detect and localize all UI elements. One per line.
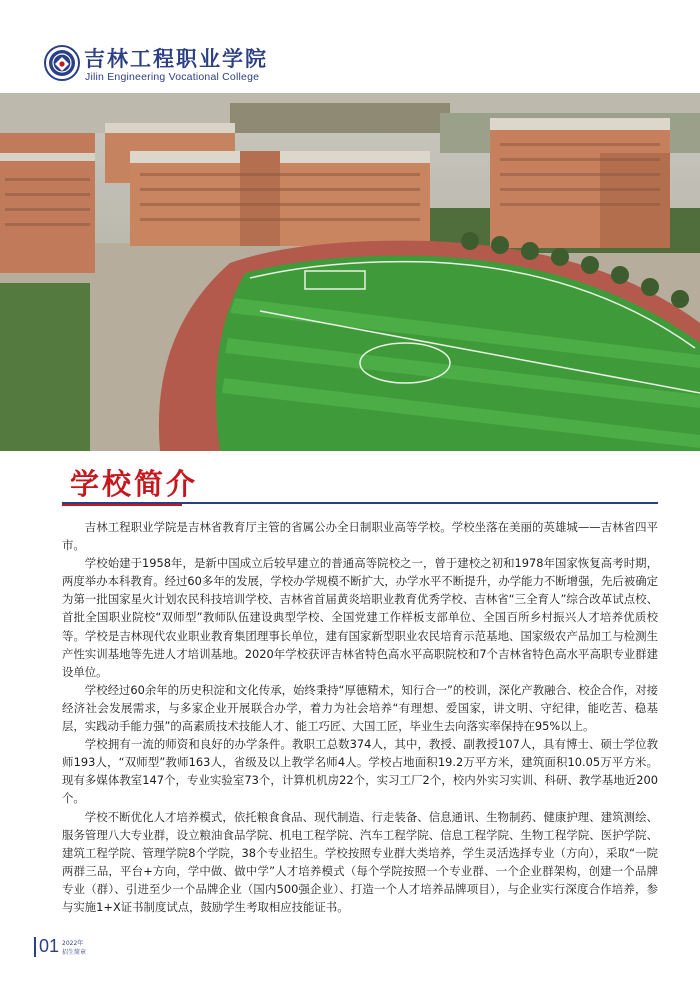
college-logo-icon bbox=[44, 45, 80, 81]
paragraph-location: 吉林工程职业学院是吉林省教育厅主管的省属公办全日制职业高等学校。学校坐落在美丽的英雄城——吉林省四平市。 bbox=[62, 520, 658, 553]
footer-accent-bar bbox=[34, 937, 36, 957]
page-number: 01 bbox=[39, 936, 60, 956]
paragraph-culture: 学校经过60余年的历史积淀和文化传承，始终秉持“厚德精术，知行合一”的校训，深化产教融合、校企合作，对接经济社会发展需求，与多家企业开展联合办学，着力为社会培养“有理想、爱国家，讲文明、守纪律，能吃苦、稳基层，实践动手能力强”的高素质技术技能人才、能工巧匠、大国工匠，毕业生去向落实率保持在95%以上。 bbox=[62, 682, 658, 734]
introduction-body bbox=[62, 518, 658, 916]
footer-caption-title: 招生简章 bbox=[62, 949, 87, 956]
college-name-cn: 吉林工程职业学院 bbox=[84, 46, 268, 71]
title-divider-red bbox=[62, 504, 182, 506]
page-header bbox=[0, 0, 700, 93]
footer-caption-year: 2022年 bbox=[62, 940, 84, 947]
campus-aerial-photo bbox=[0, 93, 700, 451]
paragraph-training-model: 学校不断优化人才培养模式，依托粮食食品、现代制造、行走装备、信息通讯、生物制药、健康护理、建筑测绘、服务管理八大专业群，设立粮油食品学院、机电工程学院、汽车工程学院、信息工程学院、生物工程学院、医护学院、建筑工程学院、管理学院8个学院，38个专业招生。学校按照专业群大类培养，学生灵活选择专业（方向），采取“一院两群三品，平台+方向，学中做、做中学”人才培养模式（每个学院按照一个专业群、一个企业群架构，创建一个品牌专业（群）、引进至少一个品牌企业（国内500强企业）、打造一个人才培养品牌项目），与企业实行深度合作培养，参与实施1+X证书制度试点，鼓励学生考取相应技能证书。 bbox=[62, 809, 658, 914]
campus-photo-illustration bbox=[0, 93, 700, 451]
paragraph-faculty-facilities: 学校拥有一流的师资和良好的办学条件。教职工总数374人，其中，教授、副教授107人，具有博士、硕士学位教师193人，“双师型”教师163人，省级及以上教学名师4人。学校占地面积19.2万平方米，建筑面积10.05万平方米。现有多媒体教室147个，专业实验室73个，计算机机房22个，实习工厂2个，校内外实习实训、科研、教学基地近200个。 bbox=[62, 737, 658, 806]
paragraph-history: 学校始建于1958年，是新中国成立后较早建立的普通高等院校之一，曾于建校之初和1978年国家恢复高考时期，两度举办本科教育。经过60多年的发展，学校办学规模不断扩大，办学水平不断提升，办学能力不断增强，先后被确定为第一批国家星火计划农民科技培训学校、吉林省首届黄炎培职业教育优秀学校、吉林省“三全育人”综合改革试点校、首批全国职业院校“双师型”教师队伍建设典型学校、全国党建工作样板支部单位、全国百所乡村振兴人才培养优质校等。学校是吉林现代农业职业教育集团理事长单位，建有国家新型职业农民培育示范基地、国家级农产品加工与检测生产性实训基地等先进人才培训基地。2020年学校获评吉林省特色高水平高职院校和7个吉林省特色高水平高职专业群建设单位。 bbox=[62, 556, 658, 679]
section-title: 学校简介 bbox=[70, 467, 199, 501]
college-name-en: Jilin Engineering Vocational College bbox=[85, 71, 260, 83]
